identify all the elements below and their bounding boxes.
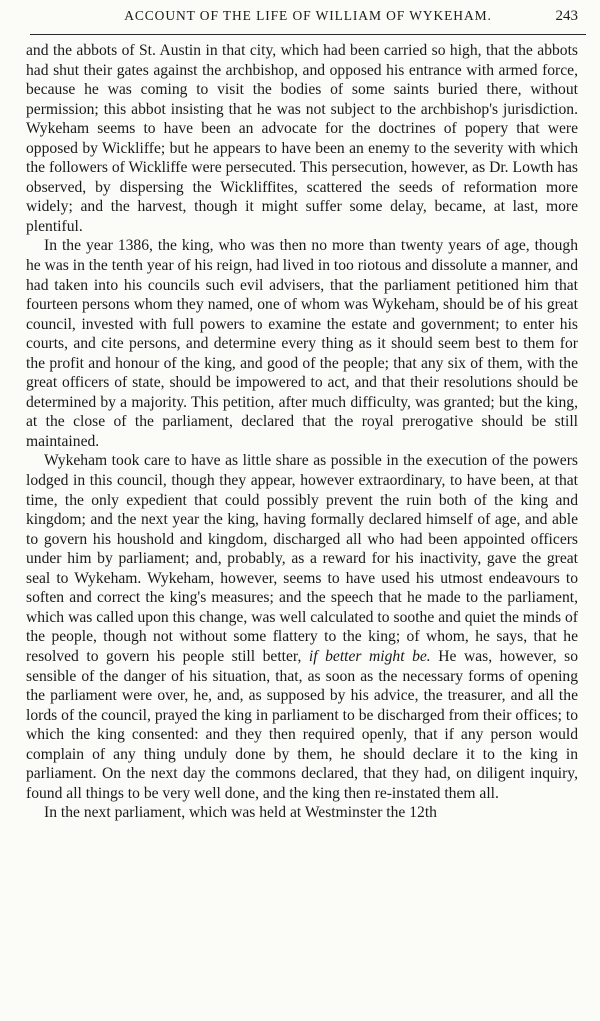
- running-header: [30, 8, 586, 35]
- italic-phrase: if better might be.: [308, 647, 431, 665]
- paragraph-continued: and the abbots of St. Austin in that city, which had been carried so high, that the abbots had shut their gates against the archbishop, and opposed his entrance with armed force, because he was coming to visit the bodies of some saints buried there, without permission; this abbot insisting that he was not subject to the archbishop's jurisdiction. Wykeham seems to have been an advocate for the doctrines of popery that were opposed by Wickliffe; but he appears to have been an enemy to the severity with which the followers of Wickliffe were persecuted. This persecution, however, as Dr. Lowth has observed, by dispersing the Wickliffites, scattered the seeds of reformation more widely; and the harvest, though it might suffer some delay, became, at last, more plentiful.: [26, 42, 578, 235]
- paragraph-text-before-italic: Wykeham took care to have as little share as possible in the execution of the powers lodged in this council, though they appear, however extraordinary, to have been, at that time, the only expedient that could possibly prevent the ruin both of the king and kingdom; and the next year the king, having formally declared himself of age, and able to govern his houshold and kingdom, discharged all who had been appointed officers under him by parliament; and, probably, as a reward for his inactivity, gave the great seal to Wykeham. Wykeham, however, seems to have used his utmost endeavours to soften and correct the king's measures; and the speech that he made to the parliament, which was called upon this change, was well calculated to soothe and quiet the minds of the people, though not without some flattery to the king; of whom, he says, that he resolved to govern his people still better,: [26, 452, 578, 665]
- paragraph-year-1386: In the year 1386, the king, who was then no more than twenty years of age, though he was in the tenth year of his reign, had lived in too riotous and dissolute a manner, and had taken into his councils such evil advisers, that the parliament petitioned him that fourteen persons whom they named, one of whom was Wykeham, should be of his great council, invested with full powers to examine the estate and government; to enter his courts, and cite persons, and determine every thing as it should seem best to them for the profit and honour of the king, and good of the people; that any six of them, with the great officers of state, should be impowered to act, and that their resolutions should be determined by a majority. This petition, after much difficulty, was granted; but the king, at the close of the parliament, declared that the royal prerogative should be still maintained.: [26, 237, 578, 450]
- paragraph-next-parliament: In the next parliament, which was held at Westminster the 12th: [44, 804, 437, 822]
- paragraph-text-after-italic: He was, however, so sensible of the danger of his situation, that, as soon as the necessary forms of opening the parliament were over, he, and, as supposed by his advice, the treasurer, and all the lords of the council, prayed the king in parliament to be discharged from their offices; to which the king consented: and they then required openly, that if any person would complain of any thing unduly done by them, he should declare it to the king in parliament. On the next day the commons declared, that they had, on diligent inquiry, found all things to be very well done, and the king then re-instated them all.: [26, 647, 578, 802]
- paragraph-wykeham-council: [26, 451, 578, 803]
- page-number: 243: [555, 8, 578, 24]
- running-title: ACCOUNT OF THE LIFE OF WILLIAM OF WYKEHAM.: [124, 8, 492, 23]
- body-text: [26, 41, 578, 823]
